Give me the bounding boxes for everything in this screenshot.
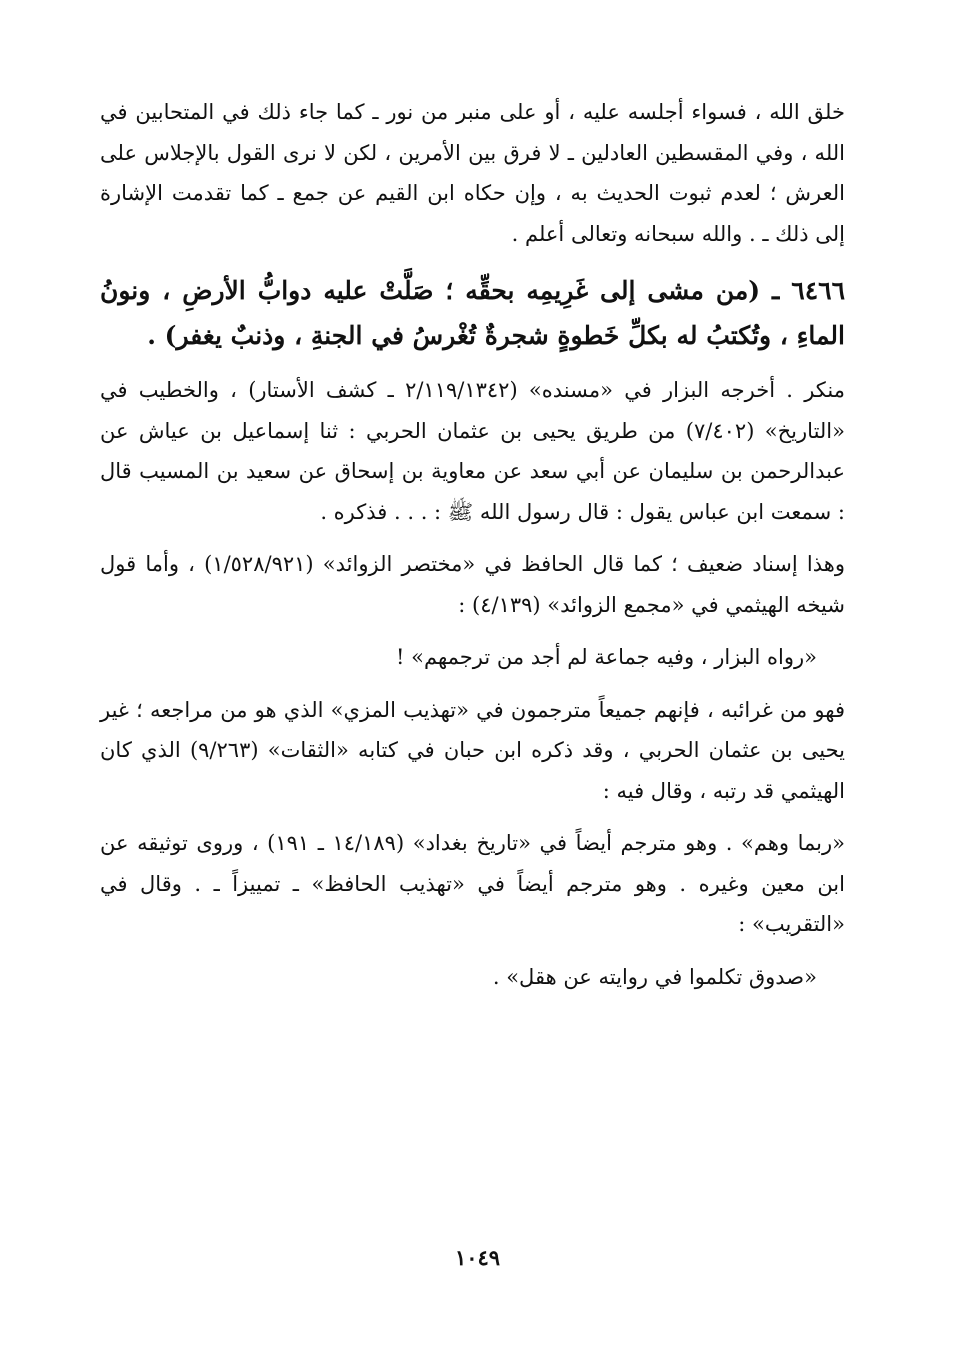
haythami-quote: «رواه البزار ، وفيه جماعة لم أجد من ترجمهم» ! [396,645,817,669]
taqrib-quote: «صدوق تكلموا في روايته عن هقل» . [492,964,817,989]
intro-paragraph: خلق الله ، فسواء أجلسه عليه ، أو على منبر من نور ـ كما جاء ذلك في المتحابين في الله ، وفي المقسطين العادلين ـ لا فرق بين الأمرين ، لكن لا نرى القول بالإجلاس على العرش ؛ لعدم ثبوت الحديث به ، وإن حكاه ابن القيم عن جمع ـ كما تقدمت الإشارة إلى ذلك ـ . والله سبحانه وتعالى أعلم . [100,100,845,246]
isnad-paragraph: وهذا إسناد ضعيف ؛ كما قال الحافظ في «مختصر الزوائد» (١/٥٢٨/٩٢١) ، وأما قول شيخه الهيثمي في «مجمع الزوائد» (٤/١٣٩) : [100,552,845,617]
page-number: ١٠٤٩ [454,1245,501,1270]
gharaib-paragraph: فهو من غرائبه ، فإنهم جميعاً مترجمون في «تهذيب المزي» الذي هو من مراجعه ؛ غير يحيى بن عثمان الحربي ، وقد ذكره ابن حبان في كتابه «الثقات» (٩/٢٦٣) الذي كان الهيثمي قد رتبه ، وقال فيه : [100,697,845,803]
hadith-text: ٦٤٦٦ ـ (من مشى إلى غَرِيمِه بحقِّه ؛ صَلَّتْ عليه دوابُّ الأرضِ ، ونونُ الماءِ ، وتُكتبُ له بكلِّ خَطوةٍ شجرةٌ تُغْرسُ في الجنةِ ، وذنبٌ يغفر) . [100,276,845,350]
tawthiq-paragraph: «ربما وهم» . وهو مترجم أيضاً في «تاريخ بغداد» (١٤/١٨٩ ـ ١٩١) ، وروى توثيقه عن ابن معين وغيره . وهو مترجم أيضاً في «تهذيب الحافظ» ـ تمييزاً ـ . وقال في «التقريب» : [100,831,845,936]
takhrij-paragraph: منكر . أخرجه البزار في «مسنده» (٢/١١٩/١٣٤٢ ـ كشف الأستار) ، والخطيب في «التاريخ» (٧/٤٠٢) من طريق يحيى بن عثمان الحربي : ثنا إسماعيل بن عياش عن عبدالرحمن بن سليمان عن أبي سعد عن معاوية بن إسحاق عن سعيد بن المسيب قال : سمعت ابن عباس يقول : قال رسول الله ﷺ : . . . فذكره . [100,378,845,524]
page-body [100,92,845,1009]
